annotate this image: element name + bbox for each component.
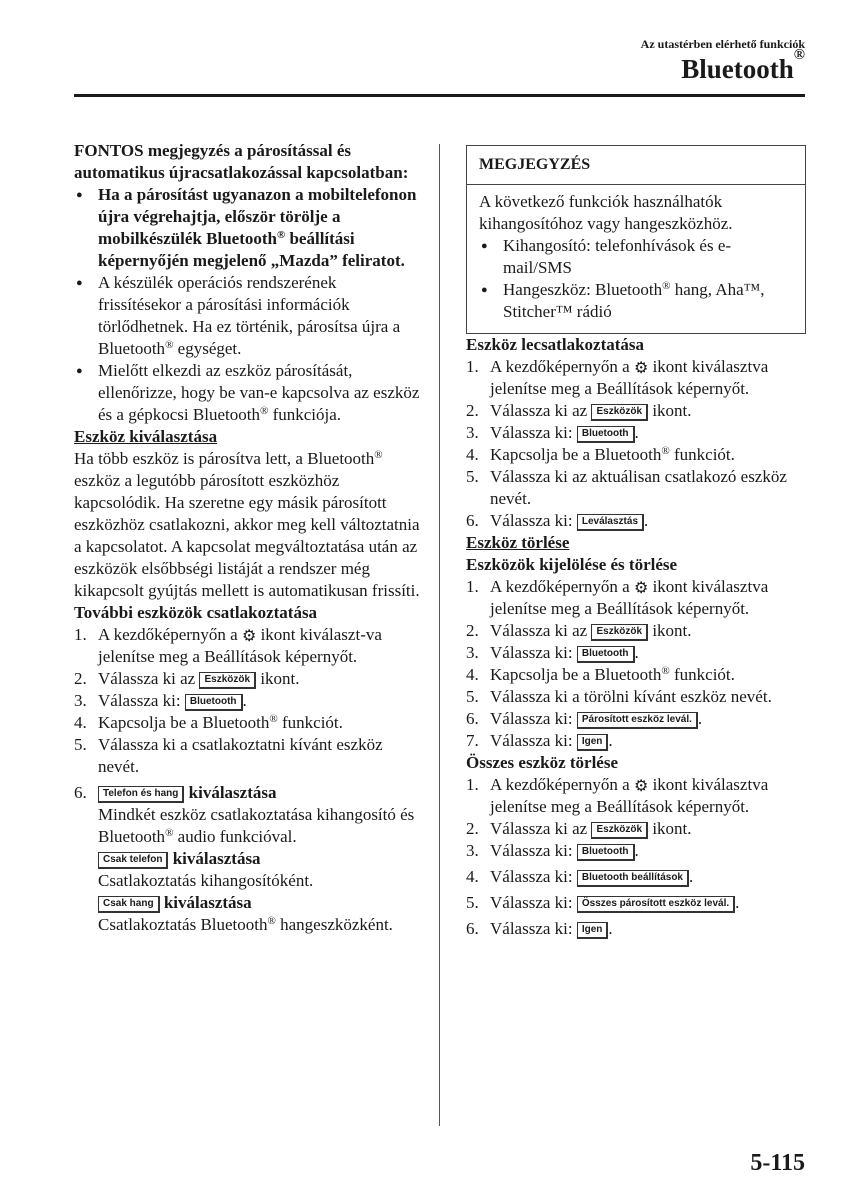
registered-mark: ® <box>793 47 805 63</box>
important-item <box>74 360 422 426</box>
step-number: 2. <box>466 621 479 640</box>
page-title-text: Bluetooth <box>681 54 794 84</box>
gear-icon: ⚙ <box>633 360 649 377</box>
step-text: Válassza ki az aktuálisan csatlakozó eszköz nevét. <box>490 467 787 508</box>
gear-icon: ⚙ <box>633 778 649 795</box>
step-text: Válassza ki a törölni kívánt eszköz nevét. <box>490 687 772 706</box>
select-heading: Eszköz kiválasztása <box>74 427 218 446</box>
disconnect-heading: Eszköz lecsatlakoztatása <box>466 335 645 354</box>
list-item <box>479 235 793 279</box>
step-number: 7. <box>466 731 479 750</box>
option-label: kiválasztása <box>163 893 252 912</box>
list-item <box>466 840 806 862</box>
list-item <box>466 356 806 400</box>
step-text: Válassza ki: <box>490 893 573 912</box>
left-column <box>74 140 422 936</box>
delete-select-heading: Eszközök kijelölése és törlése <box>466 555 678 574</box>
step-text: Válassza ki az <box>490 401 588 420</box>
step-text: ikont. <box>260 669 300 688</box>
header-rule <box>74 94 805 97</box>
list-item <box>466 400 806 422</box>
yes-button[interactable]: Igen <box>577 922 609 939</box>
note-item-text: Hangeszköz: Bluetooth® hang, Aha™, Stitcher™ rádió <box>503 280 765 321</box>
step-text: Válassza ki: <box>98 691 181 710</box>
bluetooth-settings-button[interactable]: Bluetooth beállítások <box>577 870 689 887</box>
disconnect-steps <box>466 356 806 532</box>
step-number: 2. <box>466 401 479 420</box>
yes-button[interactable]: Igen <box>577 734 609 751</box>
step-number: 4. <box>466 665 479 684</box>
list-item <box>466 818 806 840</box>
step-number: 4. <box>466 445 479 464</box>
step-text: . <box>608 919 613 938</box>
note-title: MEGJEGYZÉS <box>467 146 805 185</box>
list-item <box>479 279 793 323</box>
note-box <box>466 145 806 334</box>
phone-and-audio-button[interactable]: Telefon és hang <box>98 786 184 803</box>
important-item <box>74 272 422 360</box>
list-item <box>466 866 806 888</box>
step-text: ikont. <box>652 401 692 420</box>
step-text: ikont. <box>652 819 692 838</box>
column-divider <box>439 144 440 1126</box>
list-item <box>466 918 806 940</box>
list-item <box>466 664 806 686</box>
step-text: Kapcsolja be a Bluetooth® funkciót. <box>490 445 735 464</box>
devices-button[interactable]: Eszközök <box>199 672 256 689</box>
step-number: 3. <box>466 643 479 662</box>
step-text: Válassza ki: <box>490 867 573 886</box>
step-text: . <box>634 643 639 662</box>
step-number: 2. <box>466 819 479 838</box>
note-intro: A következő funkciók használhatók kihangosítóhoz vagy hangeszközhöz. <box>479 192 733 233</box>
step-number: 1. <box>466 577 479 596</box>
devices-button[interactable]: Eszközök <box>591 404 648 421</box>
disconnect-all-paired-button[interactable]: Összes párosított eszköz levál. <box>577 896 735 913</box>
step-text: Válassza ki: <box>490 511 573 530</box>
list-item <box>74 782 422 804</box>
devices-button[interactable]: Eszközök <box>591 822 648 839</box>
step-text: . <box>634 841 639 860</box>
list-item <box>466 576 806 620</box>
step-text: Válassza ki az <box>490 621 588 640</box>
list-item <box>466 892 806 914</box>
step-text: . <box>608 731 613 750</box>
step-number: 4. <box>466 867 479 886</box>
step-text: Válassza ki az <box>490 819 588 838</box>
list-item <box>466 774 806 818</box>
step-number: 3. <box>466 423 479 442</box>
select-paragraph-text: Ha több eszköz is párosítva lett, a Bluetooth® eszköz a legutóbb párosított eszközhöz kapcsolódik. Ha szeretne egy másik párosított eszközhöz csatlakozni, akkor meg kell változtatnia a kapcsolatot. A kapcsolat megváltoztatása után az eszközök elsőbbségi listáját a rendszer még kikapcsolt gyújtás mellett is automatikusan frissíti. <box>74 449 420 600</box>
bluetooth-button[interactable]: Bluetooth <box>577 426 635 443</box>
list-item <box>74 690 422 712</box>
important-item-text: Mielőtt elkezdi az eszköz párosítását, ellenőrizze, hogy be van-e kapcsolva az eszköz és a gépkocsi Bluetooth® funkciója. <box>98 361 420 424</box>
option-description <box>74 914 422 936</box>
connect-steps <box>74 624 422 804</box>
list-item <box>74 712 422 734</box>
step-number: 1. <box>466 357 479 376</box>
step-text: ikont kiválasztva jelenítse meg a Beállítások képernyőt. <box>490 775 769 816</box>
list-item <box>466 444 806 466</box>
step-number: 2. <box>74 669 87 688</box>
list-item <box>466 466 806 510</box>
delete-heading: Eszköz törlése <box>466 533 570 552</box>
devices-button[interactable]: Eszközök <box>591 624 648 641</box>
page-number: 5-115 <box>750 1150 805 1176</box>
step-text: Válassza ki az <box>98 669 196 688</box>
step-text: . <box>735 893 740 912</box>
bluetooth-button[interactable]: Bluetooth <box>577 646 635 663</box>
bluetooth-button[interactable]: Bluetooth <box>185 694 243 711</box>
step-text: ikont. <box>652 621 692 640</box>
right-column <box>466 145 806 940</box>
step-number: 5. <box>74 735 87 754</box>
step-text: Válassza ki: <box>490 841 573 860</box>
step-text: Válassza ki: <box>490 423 573 442</box>
step-number: 5. <box>466 687 479 706</box>
note-body <box>467 185 805 333</box>
step-number: 3. <box>74 691 87 710</box>
step-text: kiválasztása <box>188 783 277 802</box>
step-number: 3. <box>466 841 479 860</box>
section-header: Az utastérben elérhető funkciók <box>640 37 805 51</box>
option-line <box>74 892 422 914</box>
bluetooth-button[interactable]: Bluetooth <box>577 844 635 861</box>
step-number: 4. <box>74 713 87 732</box>
step-number: 6. <box>74 783 87 802</box>
step-text: Válassza ki: <box>490 709 573 728</box>
list-item <box>466 620 806 642</box>
step-number: 6. <box>466 919 479 938</box>
delete-all-heading: Összes eszköz törlése <box>466 753 619 772</box>
delete-select-steps <box>466 576 806 752</box>
step-text: A kezdőképernyőn a <box>490 357 630 376</box>
gear-icon: ⚙ <box>241 628 257 645</box>
option-description <box>74 804 422 848</box>
list-item <box>74 734 422 778</box>
list-item <box>466 642 806 664</box>
step-text: Válassza ki: <box>490 643 573 662</box>
step-text: A kezdőképernyőn a <box>490 775 630 794</box>
note-list <box>479 235 793 323</box>
step-text: . <box>644 511 649 530</box>
audio-only-button[interactable]: Csak hang <box>98 896 160 913</box>
list-item <box>466 510 806 532</box>
step-text: . <box>688 867 694 886</box>
important-item-text: A készülék operációs rendszerének frissítésekor a párosítási információk törlődhetnek. Ha ez történik, párosítsa újra a Bluetooth® egységet. <box>98 273 401 358</box>
disconnect-button[interactable]: Leválasztás <box>577 514 644 531</box>
page-title <box>681 47 805 85</box>
option-label: kiválasztása <box>172 849 261 868</box>
step-text: Válassza ki a csatlakoztatni kívánt eszköz nevét. <box>98 735 383 776</box>
step-text: A kezdőképernyőn a <box>98 625 238 644</box>
delete-all-steps <box>466 774 806 940</box>
step-number: 1. <box>74 625 87 644</box>
step-text: ikont kiválasztva jelenítse meg a Beállítások képernyőt. <box>490 357 769 398</box>
disconnect-paired-device-button[interactable]: Párosított eszköz levál. <box>577 712 698 729</box>
phone-only-button[interactable]: Csak telefon <box>98 852 168 869</box>
list-item <box>74 668 422 690</box>
important-item <box>74 184 422 272</box>
list-item <box>466 730 806 752</box>
step-number: 5. <box>466 893 479 912</box>
step-number: 1. <box>466 775 479 794</box>
select-paragraph <box>74 448 422 602</box>
note-item-text: Kihangosító: telefonhívások és e-mail/SMS <box>503 236 732 277</box>
step-text: Válassza ki: <box>490 731 573 750</box>
list-item <box>74 624 422 668</box>
step-number: 6. <box>466 709 479 728</box>
important-item-text: Ha a párosítást ugyanazon a mobiltelefonon újra végrehajtja, először törölje a mobilkészülék Bluetooth® beállítási képernyőjén megjelenő „Mazda” feliratot. <box>98 185 417 270</box>
gear-icon: ⚙ <box>633 580 649 597</box>
list-item <box>466 686 806 708</box>
step-text: . <box>697 709 703 728</box>
option-description-text: Mindkét eszköz csatlakoztatása kihangosító és Bluetooth® audio funkcióval. <box>98 805 415 846</box>
step-number: 5. <box>466 467 479 486</box>
step-text: ikont kiválasztva jelenítse meg a Beállítások képernyőt. <box>490 577 769 618</box>
important-heading: FONTOS megjegyzés a párosítással és automatikus újracsatlakozással kapcsolatban: <box>74 141 409 182</box>
option-description: Csatlakoztatás kihangosítóként. <box>98 871 314 890</box>
step-number: 6. <box>466 511 479 530</box>
important-list <box>74 184 422 426</box>
option-description-text: Csatlakoztatás Bluetooth® hangeszközként. <box>98 915 393 934</box>
list-item <box>466 422 806 444</box>
step-text: Kapcsolja be a Bluetooth® funkciót. <box>490 665 735 684</box>
step-text: Kapcsolja be a Bluetooth® funkciót. <box>98 713 343 732</box>
step-text: . <box>242 691 247 710</box>
step-text: Válassza ki: <box>490 919 573 938</box>
step-text: A kezdőképernyőn a <box>490 577 630 596</box>
connect-heading: További eszközök csatlakoztatása <box>74 603 318 622</box>
list-item <box>466 708 806 730</box>
option-line <box>74 848 422 870</box>
step-text: ikont kiválaszt-va jelenítse meg a Beállítások képernyőt. <box>98 625 382 666</box>
step-text: . <box>634 423 639 442</box>
